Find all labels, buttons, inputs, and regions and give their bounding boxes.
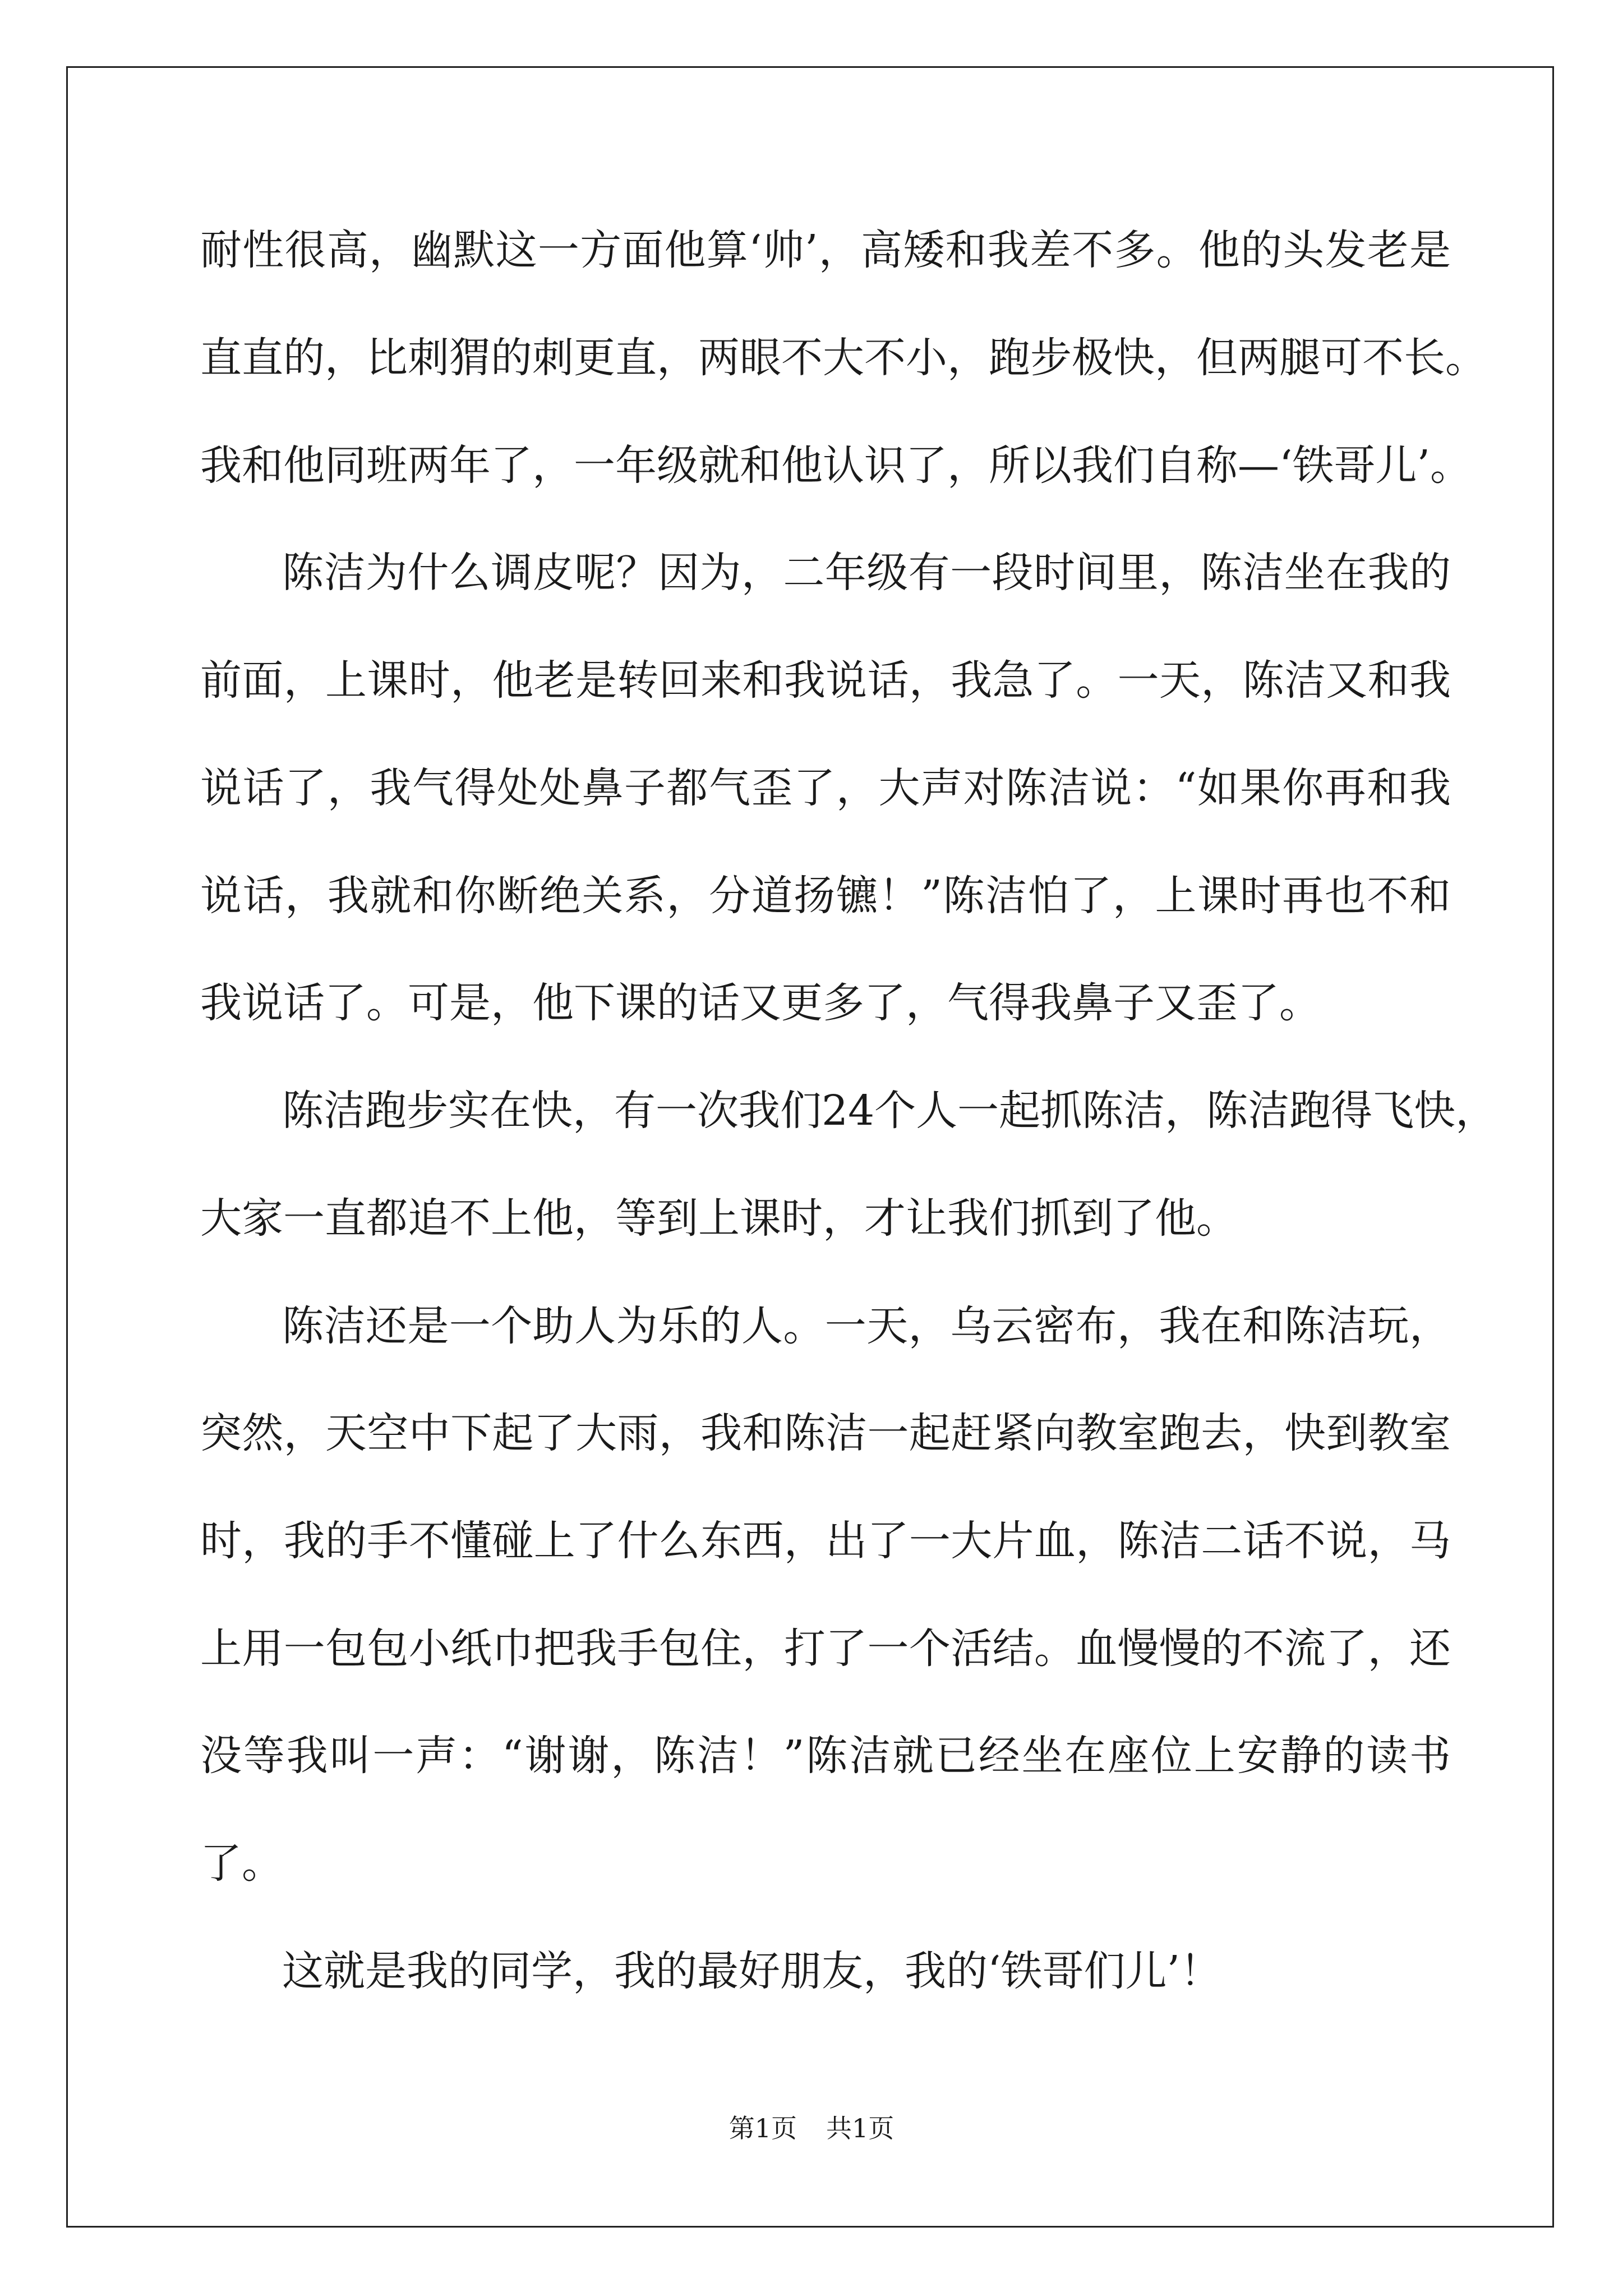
text-line-14: 上用一包包小纸巾把我手包住，打了一个活结。血慢慢的不流了，还 xyxy=(200,1625,1451,1673)
text-line-13: 时，我的手不懂碰上了什么东西，出了一大片血，陈洁二话不说，马 xyxy=(200,1517,1451,1565)
text-line-11: 陈洁还是一个助人为乐的人。一天，乌云密布，我在和陈洁玩， xyxy=(282,1302,1451,1350)
text-line-4: 陈洁为什么调皮呢？因为，二年级有一段时间里，陈洁坐在我的 xyxy=(282,549,1451,597)
text-line-5: 前面，上课时，他老是转回来和我说话，我急了。一天，陈洁又和我 xyxy=(200,656,1451,705)
text-line-2: 直直的，比刺猬的刺更直，两眼不大不小，跑步极快，但两腿可不长。 xyxy=(200,334,1487,382)
page-number: 第1页 xyxy=(728,2113,797,2143)
text-line-10: 大家一直都追不上他，等到上课时，才让我们抓到了他。 xyxy=(200,1194,1238,1243)
text-line-12: 突然，天空中下起了大雨，我和陈洁一起赶紧向教室跑去，快到教室 xyxy=(200,1409,1451,1457)
text-line-16: 了。 xyxy=(200,1839,283,1888)
page-footer xyxy=(0,2113,1623,2144)
page-border xyxy=(66,66,1554,2228)
page-total: 共1页 xyxy=(826,2113,895,2143)
text-line-1: 耐性很高，幽默这一方面他算‘帅’，高矮和我差不多。他的头发老是 xyxy=(200,226,1451,274)
text-line-7: 说话，我就和你断绝关系，分道扬镳！”陈洁怕了，上课时再也不和 xyxy=(200,872,1451,920)
text-line-9: 陈洁跑步实在快，有一次我们24个人一起抓陈洁，陈洁跑得飞快， xyxy=(282,1087,1497,1135)
text-line-8: 我说话了。可是，他下课的话又更多了，气得我鼻子又歪了。 xyxy=(200,979,1321,1027)
text-line-6: 说话了，我气得处处鼻子都气歪了，大声对陈洁说：“如果你再和我 xyxy=(200,764,1451,812)
text-line-15: 没等我叫一声：“谢谢，陈洁！”陈洁就已经坐在座位上安静的读书 xyxy=(200,1732,1451,1780)
text-line-17: 这就是我的同学，我的最好朋友，我的‘铁哥们儿’！ xyxy=(282,1947,1222,1995)
text-line-3: 我和他同班两年了，一年级就和他认识了，所以我们自称—‘铁哥儿’。 xyxy=(200,441,1472,490)
